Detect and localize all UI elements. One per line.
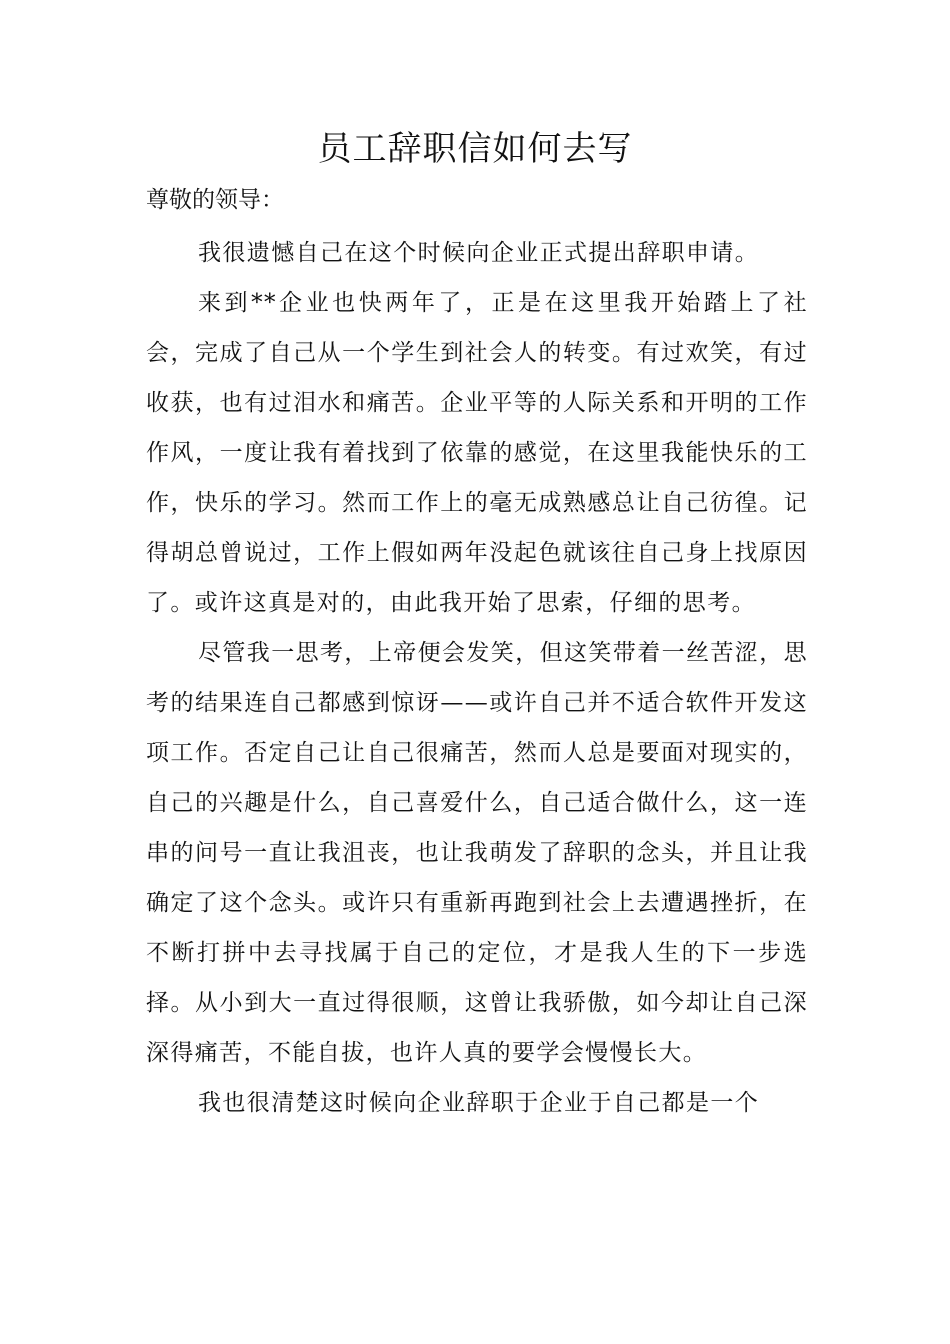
document-title: 员工辞职信如何去写 [317, 129, 633, 169]
salutation: 尊敬的领导： [146, 187, 284, 213]
paragraph: 我很遗憾自己在这个时候向企业正式提出辞职申请。 [198, 240, 760, 266]
letter-body [146, 228, 808, 1128]
paragraph: 我也很清楚这时候向企业辞职于企业于自己都是一个 [198, 1090, 760, 1116]
paragraph: 来到**企业也快两年了，正是在这里我开始踏上了社会，完成了自己从一个学生到社会人的转变。有过欢笑，有过收获，也有过泪水和痛苦。企业平等的人际关系和开明的工作作风，一度让我有着找到了依靠的感觉，在这里我能快乐的工作，快乐的学习。然而工作上的毫无成熟感总让自己彷徨。记得胡总曾说过，工作上假如两年没起色就该往自己身上找原因了。或许这真是对的，由此我开始了思索，仔细的思考。 [146, 290, 808, 616]
paragraph: 尽管我一思考，上帝便会发笑，但这笑带着一丝苦涩，思考的结果连自己都感到惊讶——或许自己并不适合软件开发这项工作。否定自己让自己很痛苦，然而人总是要面对现实的，自己的兴趣是什么，自己喜爱什么，自己适合做什么，这一连串的问号一直让我沮丧，也让我萌发了辞职的念头，并且让我确定了这个念头。或许只有重新再跑到社会上去遭遇挫折，在不断打拼中去寻找属于自己的定位，才是我人生的下一步选择。从小到大一直过得很顺，这曾让我骄傲，如今却让自己深深得痛苦，不能自拔，也许人真的要学会慢慢长大。 [146, 640, 808, 1066]
